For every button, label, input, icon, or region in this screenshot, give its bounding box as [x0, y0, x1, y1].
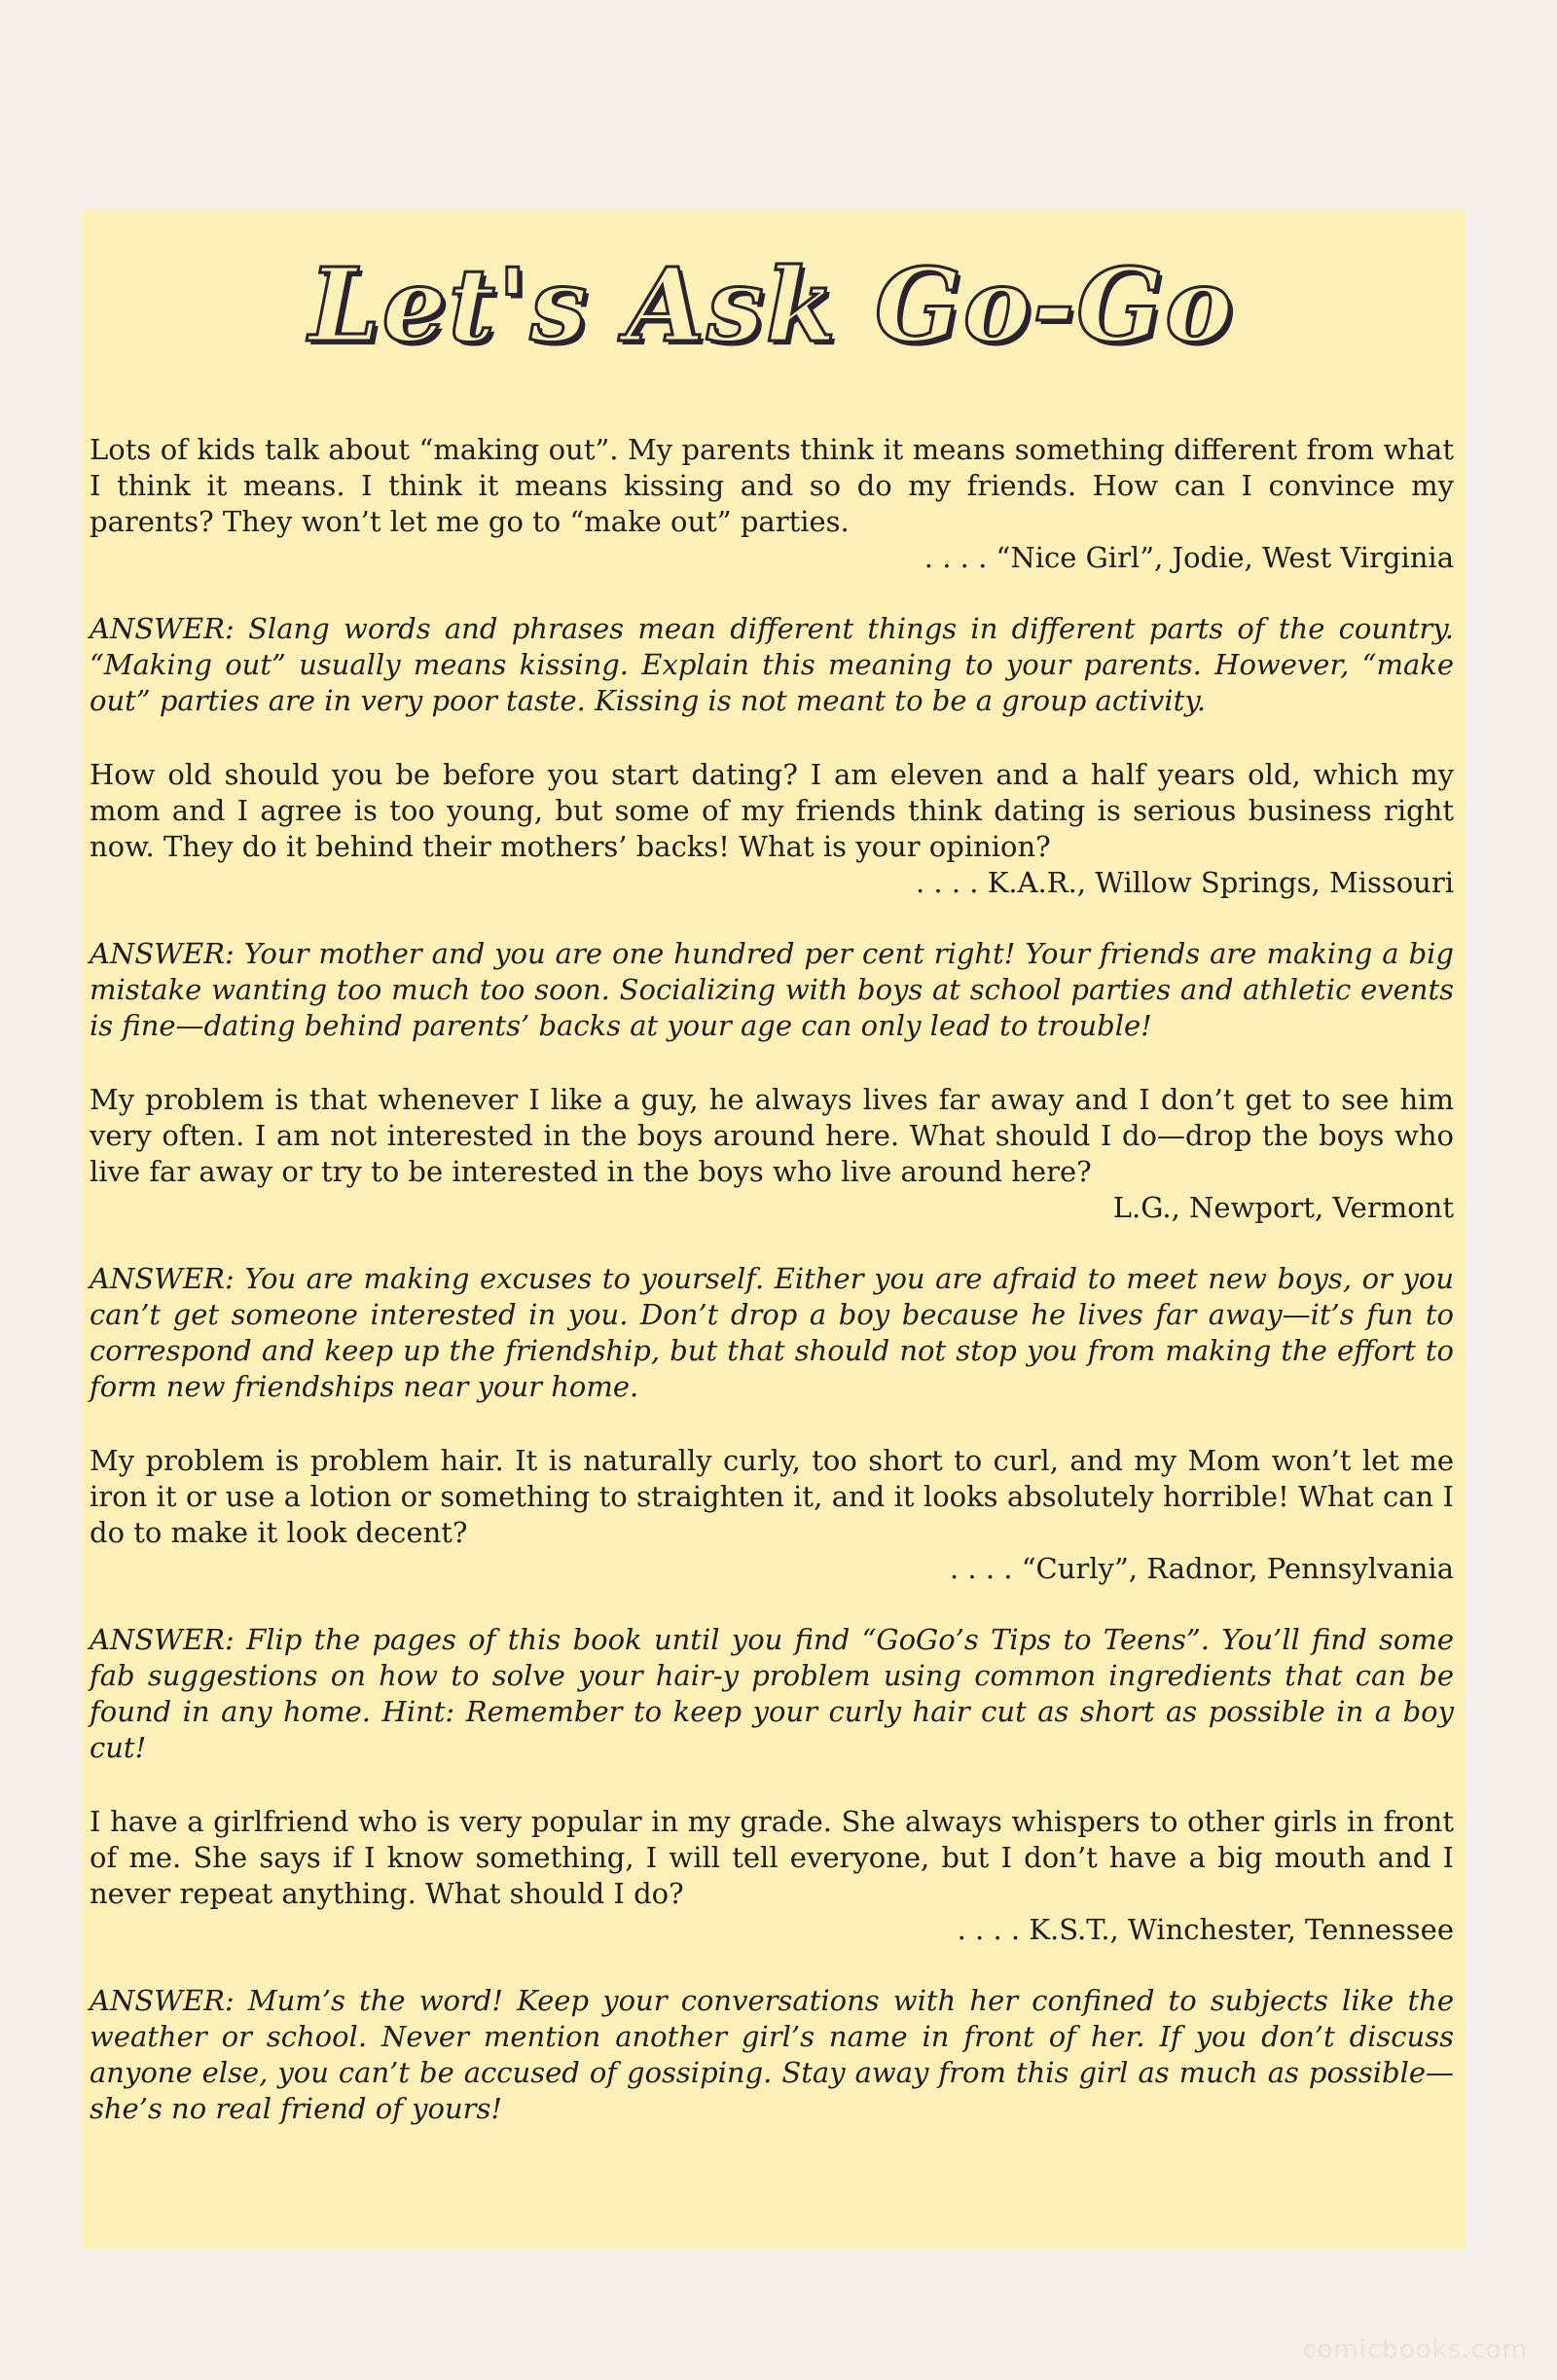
- entry-1: [90, 432, 1454, 719]
- letter-signature: . . . . “Nice Girl”, Jodie, West Virginia: [923, 541, 1454, 574]
- answer-text: ANSWER: Flip the pages of this book until you find “GoGo’s Tips to Teens”. You’ll find some fab suggestions on how to solve your hair-y problem using common ingredients that can be found in any home. Hint: Remember to keep your curly hair cut as short as possible in a boy cut!: [90, 1623, 1454, 1764]
- letter-signature: . . . . K.A.R., Willow Springs, Missouri: [915, 866, 1454, 899]
- column-title: Let's Ask Go-Go: [308, 245, 1235, 365]
- entry-2: [90, 757, 1454, 1044]
- reader-letter: Lots of kids talk about “making out”. My parents think it means something different from what I think it means. I think it means kissing and so do my friends. How can I convince my parents? They won’t let me go to “make out” parties.: [90, 433, 1454, 538]
- answer-text: ANSWER: You are making excuses to yourself. Either you are afraid to meet new boys, or you can’t get someone interested in you. Don’t drop a boy because he lives far away—it’s fun to correspond and keep up the friendship, but that should not stop you from making the effort to form new friendships near your home.: [90, 1262, 1454, 1403]
- entry-4: [90, 1443, 1454, 1766]
- answer-text: ANSWER: Your mother and you are one hundred per cent right! Your friends are making a big mistake wanting too much too soon. Socializing with boys at school parties and athletic events is fine—dating behind parents’ backs at your age can only lead to trouble!: [90, 937, 1454, 1042]
- entry-3: [90, 1082, 1454, 1405]
- letter-signature: . . . . K.S.T., Winchester, Tennessee: [957, 1913, 1454, 1946]
- answer-text: ANSWER: Slang words and phrases mean different things in different parts of the country. “Making out” usually means kissing. Explain this meaning to your parents. However, “make out” parties are in very poor taste. Kissing is not meant to be a group activity.: [90, 612, 1454, 717]
- letter-signature: L.G., Newport, Vermont: [1112, 1191, 1454, 1224]
- reader-letter: I have a girlfriend who is very popular in my grade. She always whispers to other girls in front of me. She says if I know something, I will tell everyone, but I don’t have a big mouth and I never repeat anything. What should I do?: [90, 1805, 1454, 1910]
- advice-column-panel: [82, 210, 1466, 2250]
- reader-letter: How old should you be before you start dating? I am eleven and a half years old, which my mom and I agree is too young, but some of my friends think dating is serious business right now. They do it behind their mothers’ backs! What is your opinion?: [90, 758, 1454, 863]
- answer-text: ANSWER: Mum’s the word! Keep your conversations with her confined to subjects like the weather or school. Never mention another girl’s name in front of her. If you don’t discuss anyone else, you can’t be accused of gossiping. Stay away from this girl as much as possible—she’s no real friend of yours!: [90, 1984, 1454, 2125]
- entry-5: [90, 1804, 1454, 2127]
- reader-letter: My problem is that whenever I like a guy, he always lives far away and I don’t get to see him very often. I am not interested in the boys around here. What should I do—drop the boys who live far away or try to be interested in the boys who live around here?: [90, 1083, 1454, 1188]
- reader-letter: My problem is problem hair. It is naturally curly, too short to curl, and my Mom won’t let me iron it or use a lotion or something to straighten it, and it looks absolutely horrible! What can I do to make it look decent?: [90, 1444, 1454, 1549]
- letter-signature: . . . . “Curly”, Radnor, Pennsylvania: [949, 1552, 1454, 1585]
- site-watermark: comicbooks.com: [1302, 2335, 1528, 2364]
